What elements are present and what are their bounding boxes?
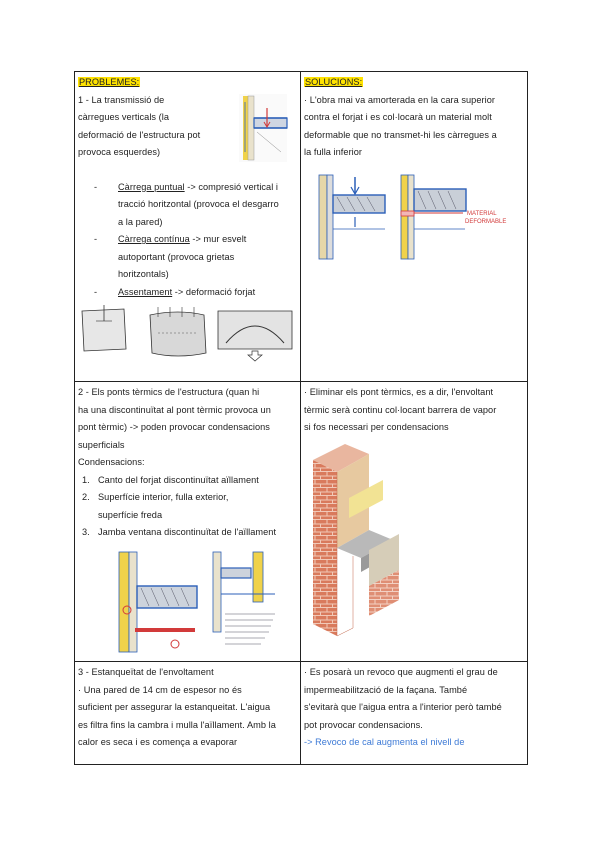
slab-solution-sketch — [315, 169, 515, 269]
solution-2-line1: · Eliminar els pont tèrmics, es a dir, l'envoltant — [304, 387, 494, 397]
solution-3-line1: · Es posarà un revoco que augmenti el grau de — [304, 667, 498, 677]
solution-3-line2: impermeabilització de la façana. També — [304, 684, 468, 695]
bullet-item: - Càrrega contínua -> mur esvelt autoportant (provoca grietas horitzontals) — [94, 234, 247, 279]
solution-3-line4: pot provocar condensacions. — [304, 719, 423, 730]
problems-header: PROBLEMES: — [79, 77, 140, 87]
list-item: 1. Canto del forjat discontinuïtat aïllament — [82, 474, 259, 485]
content-table — [74, 71, 528, 765]
problem-3-line3: es filtra fins la cambra i mulla l'aïllament. Amb la — [78, 719, 276, 730]
sketch-left — [319, 175, 385, 259]
list-item: 2. Superfície interior, fulla exterior, superfície freda — [82, 492, 229, 520]
thermal-bridge-sketches — [105, 548, 295, 658]
problem-3-line2: suficient per assegurar la estanqueitat. L'aigua — [78, 702, 271, 712]
problem-1-title-line3: deformació de l'estructura pot — [78, 129, 201, 140]
problem-1-title-line1: 1 - La transmissió de — [78, 94, 165, 105]
solution-1-line3: deformable que no transmet-hi les càrregues a — [304, 129, 497, 140]
point-load-diagram — [82, 305, 126, 351]
solution-3-line5: -> Revoco de cal augmenta el nivell de — [304, 737, 465, 747]
solution-2-line3: si fos necessari per condensacions — [304, 422, 449, 432]
problem-1-title-line4: provoca esquerdes) — [78, 147, 161, 157]
solution-1-line2: contra el forjat i es col·locarà un material molt — [304, 112, 492, 122]
row-divider-2 — [75, 661, 527, 662]
problem-1-bullets — [78, 179, 298, 302]
problem-2-line1: 2 - Els ponts tèrmics de l'estructura (quan hi — [78, 387, 260, 397]
settlement-diagram — [218, 311, 292, 361]
problem-2-line2: ha una discontinuïtat al pont tèrmic provoca un — [78, 404, 271, 415]
material-label-line2: DEFORMABLE — [465, 219, 507, 225]
thermal-sketch-right — [213, 552, 275, 644]
bullet-item: - Càrrega puntual -> compresió vertical i tracció horitzontal (provoca el desgarro a la pared) — [94, 181, 279, 227]
problem-2-line3: pont tèrmic) -> poden provocar condensacions — [78, 422, 270, 432]
solution-3-line3: s'evitarà que l'aigua entra a l'interior però també — [304, 702, 502, 712]
sketch-right — [401, 175, 466, 259]
problem-3-line4: calor es seca i es comença a evaporar — [78, 737, 238, 747]
solutions-cell-2 — [304, 384, 526, 437]
problem-1-title-line2: càrregues verticals (la — [78, 112, 170, 122]
problems-cell-2 — [78, 384, 298, 542]
row-divider-1 — [75, 381, 527, 382]
problem-2-line4: superficials — [78, 439, 125, 450]
material-label-line1: MATERIAL — [467, 211, 497, 217]
solutions-cell-1 — [304, 74, 526, 162]
bullet-item: - Assentament -> deformació forjat — [94, 286, 256, 297]
wall-detail-sketch — [237, 92, 289, 164]
insulated-wall-3d-illustration — [309, 440, 419, 640]
solution-1-line4: la fulla inferior — [304, 147, 363, 157]
condensations-label: Condensacions: — [78, 457, 145, 467]
problem-3-line1: · Una pared de 14 cm de espesor no és — [78, 684, 242, 695]
problem-3-title: 3 - Estanqueïtat de l'envoltament — [78, 667, 214, 677]
solutions-cell-3 — [304, 664, 526, 752]
solution-1-line1: · L'obra mai va amorterada en la cara superior — [304, 94, 495, 105]
deformation-diagrams — [78, 305, 296, 363]
problems-cell-3 — [78, 664, 298, 752]
solutions-header: SOLUCIONS: — [305, 77, 363, 87]
list-item: 3. Jamba ventana discontinuïtat de l'aïllament — [82, 527, 277, 537]
thermal-sketch-left — [119, 552, 197, 652]
solution-2-line2: tèrmic serà continu col·locant barrera de vapor — [304, 404, 497, 415]
condensation-list — [78, 472, 298, 542]
continuous-load-diagram — [150, 307, 206, 356]
